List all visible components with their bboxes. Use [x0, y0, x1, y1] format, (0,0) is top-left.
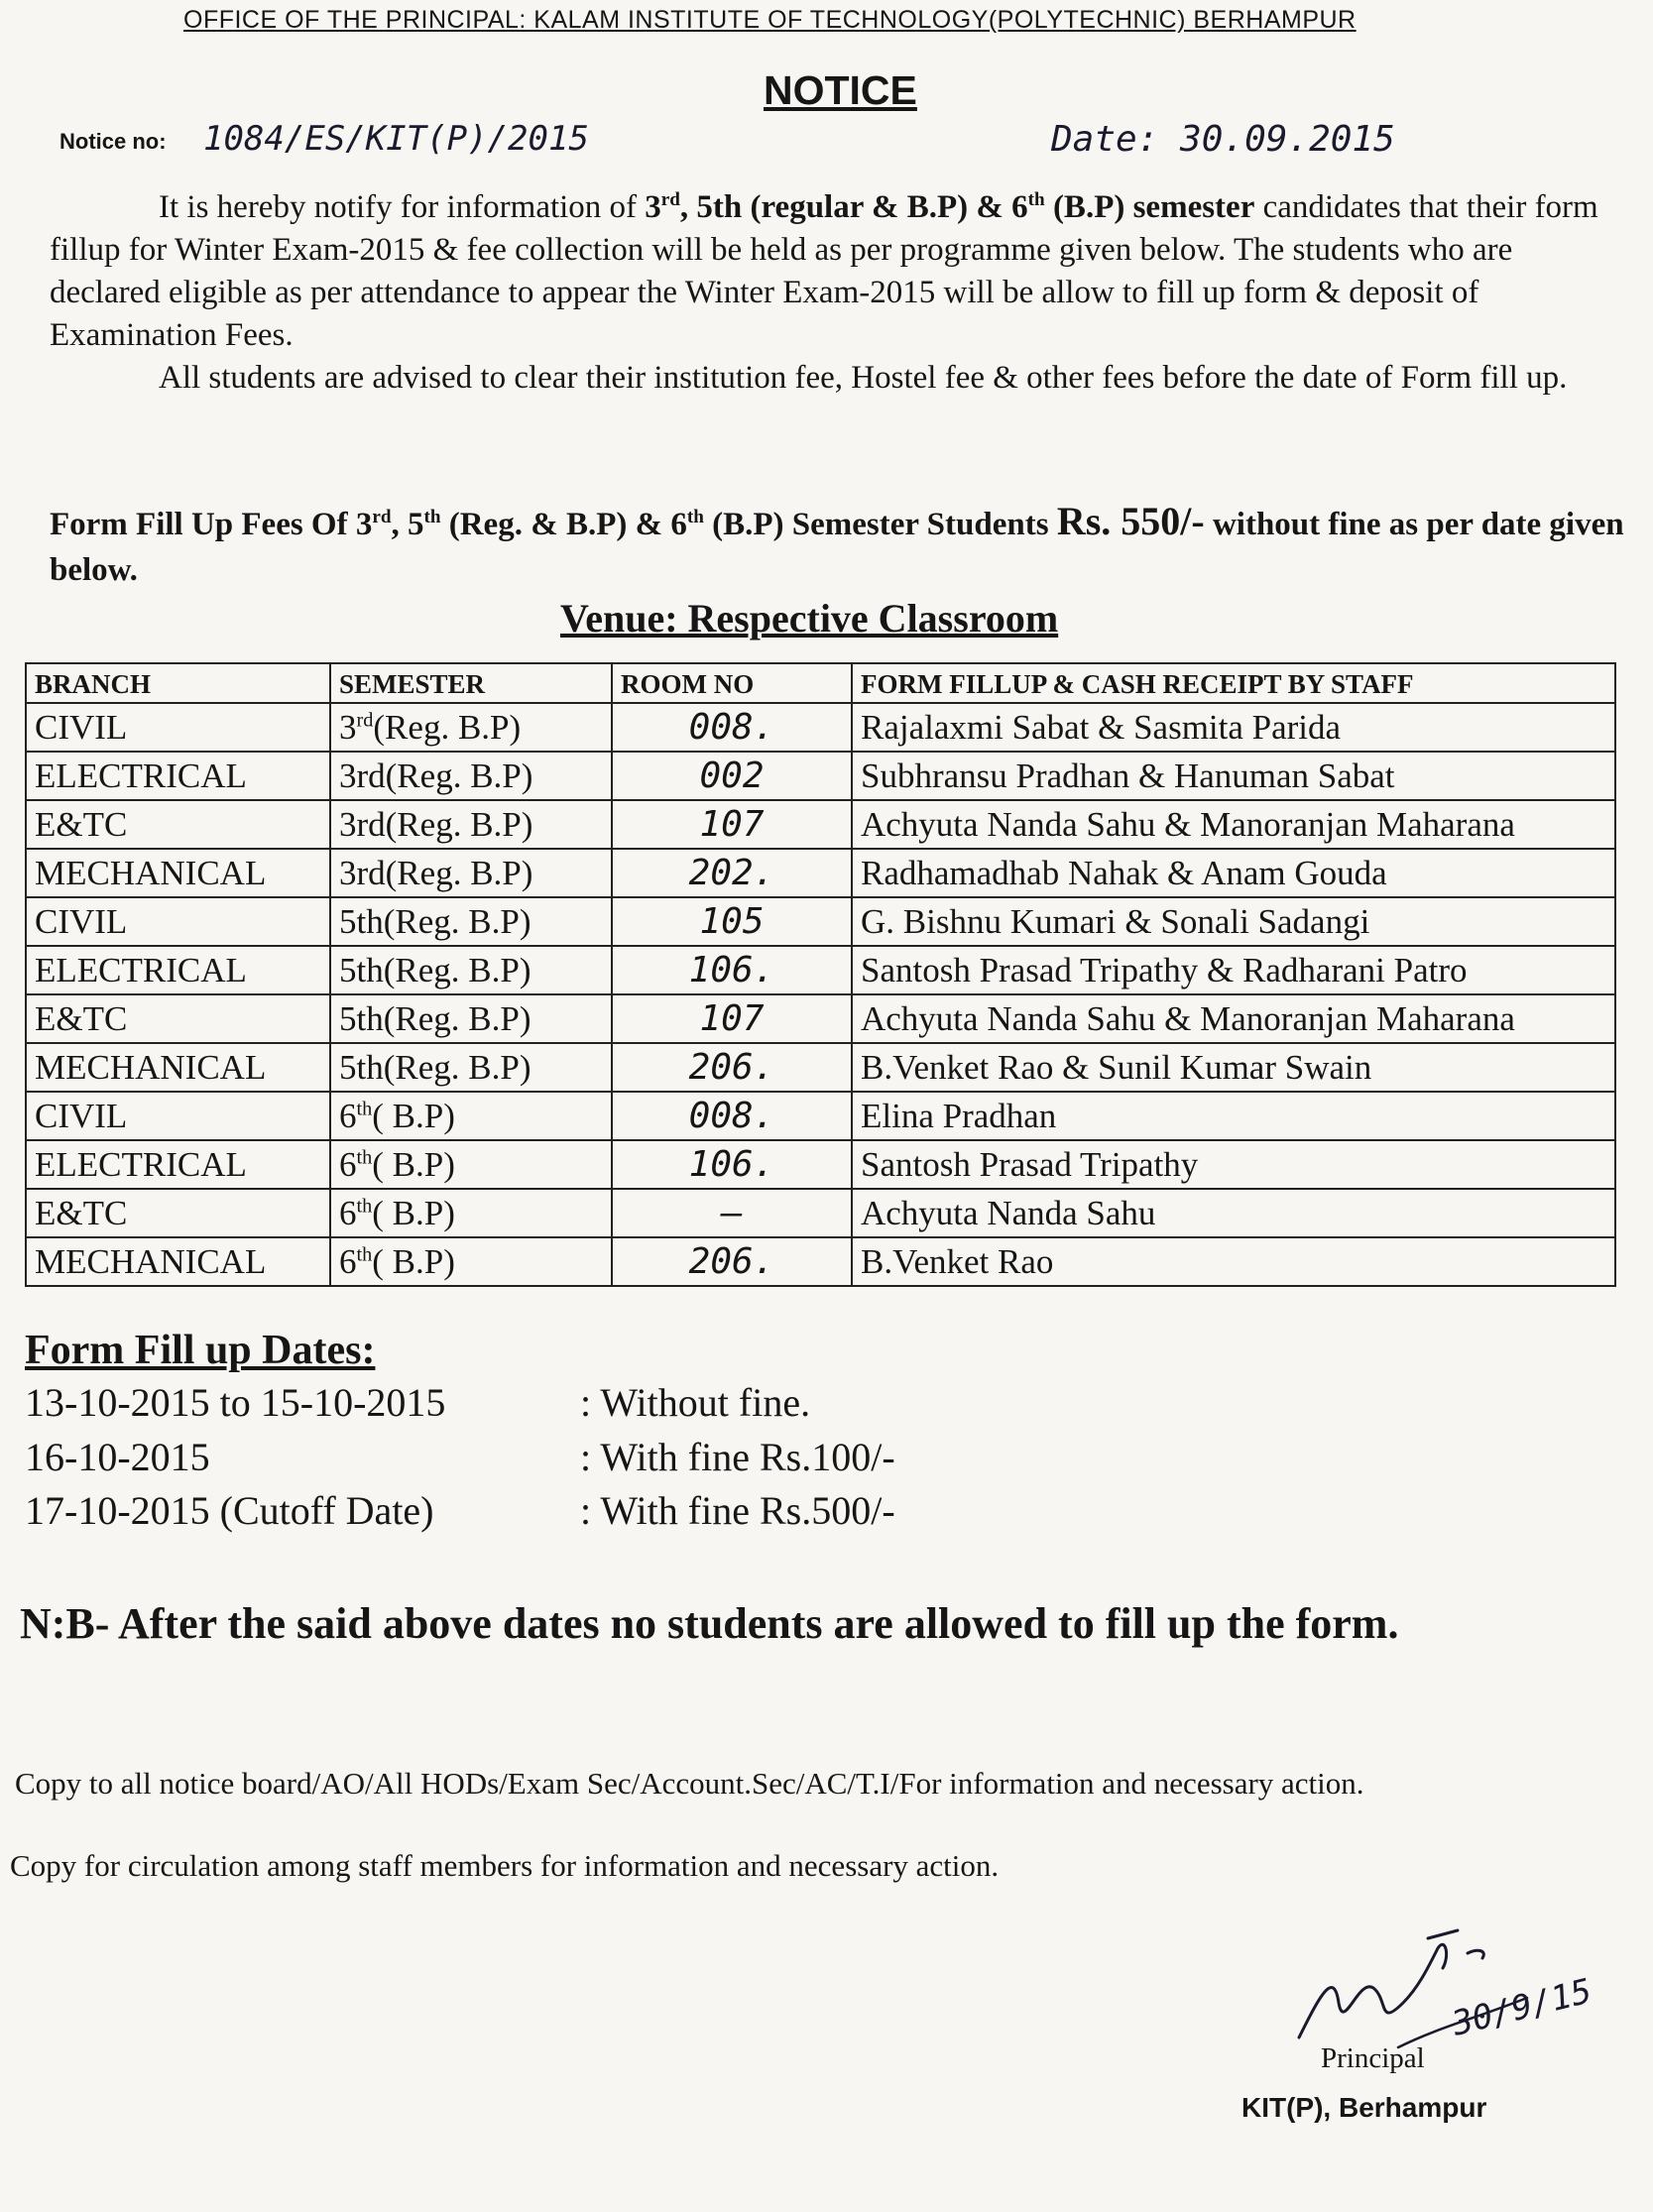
- staff-cell: Radhamadhab Nahak & Anam Gouda: [852, 849, 1615, 897]
- table-row: [26, 752, 1615, 800]
- semester-type: (Reg. B.P): [383, 998, 531, 1038]
- table-row: [26, 849, 1615, 897]
- staff-cell: B.Venket Rao & Sunil Kumar Swain: [852, 1043, 1615, 1092]
- branch-cell: ELECTRICAL: [26, 946, 330, 994]
- intro-text-c: (B.P) semester: [1044, 189, 1255, 225]
- semester-cell: [330, 1237, 612, 1286]
- semester-cell: [330, 1189, 612, 1237]
- room-cell: —: [612, 1189, 852, 1237]
- semester-number: 3: [339, 707, 357, 747]
- semester-number: 6: [339, 1241, 357, 1281]
- semester-cell: [330, 946, 612, 994]
- semester-type: ( B.P): [372, 1241, 455, 1281]
- semester-cell: [330, 703, 612, 752]
- notice-number-label: Notice no:: [59, 129, 167, 154]
- semester-cell: [330, 800, 612, 849]
- fees-sup-rd: rd: [372, 507, 392, 527]
- room-cell: 107: [612, 994, 852, 1043]
- notice-date: Date: 30.09.2015: [1051, 119, 1395, 160]
- semester-number: 5th: [339, 901, 384, 941]
- date-row: [25, 1379, 810, 1426]
- notice-number-value: 1084/ES/KIT(P)/2015: [203, 119, 589, 159]
- office-header: OFFICE OF THE PRINCIPAL: KALAM INSTITUTE OF TECHNOLOGY(POLYTECHNIC) BERHAMPUR: [183, 6, 1357, 34]
- room-cell: 106.: [612, 1140, 852, 1189]
- semester-number: 5th: [339, 950, 384, 990]
- principal-label: Principal: [1321, 2042, 1425, 2074]
- semester-cell: [330, 897, 612, 946]
- semester-type: ( B.P): [372, 1096, 455, 1135]
- column-header-staff: FORM FILLUP & CASH RECEIPT BY STAFF: [852, 663, 1615, 703]
- branch-cell: ELECTRICAL: [26, 1140, 330, 1189]
- date-note: : With fine Rs.100/-: [580, 1435, 895, 1479]
- room-cell: 206.: [612, 1237, 852, 1286]
- table-row: [26, 1237, 1615, 1286]
- semester-number: 5th: [339, 1047, 384, 1087]
- signature-date: 30/9/15: [1448, 1971, 1596, 2044]
- semester-number: 6: [339, 1144, 357, 1184]
- date-note: : With fine Rs.500/-: [580, 1488, 895, 1533]
- semester-type: (Reg. B.P): [383, 1047, 531, 1087]
- semester-type: (Reg. B.P): [383, 901, 531, 941]
- staff-cell: Rajalaxmi Sabat & Sasmita Parida: [852, 703, 1615, 752]
- branch-cell: MECHANICAL: [26, 1043, 330, 1092]
- date-note: : Without fine.: [580, 1380, 811, 1425]
- table-row: [26, 1189, 1615, 1237]
- table-row: [26, 1092, 1615, 1140]
- intro-text-a: It is hereby notify for information of: [159, 189, 646, 225]
- date-range: 13-10-2015 to 15-10-2015: [25, 1380, 446, 1425]
- column-header-semester: SEMESTER: [330, 663, 612, 703]
- copy-to-line: Copy to all notice board/AO/All HODs/Exam Sec/Account.Sec/AC/T.I/For information and necessary action.: [15, 1766, 1364, 1801]
- fees-text-a: Form Fill Up Fees Of 3: [50, 507, 373, 542]
- room-cell: 002: [612, 752, 852, 800]
- semester-number: 3rd: [339, 853, 386, 892]
- intro-sup-rd: rd: [660, 189, 680, 210]
- room-cell: 105: [612, 897, 852, 946]
- semester-cell: [330, 1140, 612, 1189]
- table-row: [26, 1043, 1615, 1092]
- fees-amount: Rs. 550/-: [1056, 499, 1205, 543]
- intro-sem-3: 3: [645, 189, 661, 225]
- dates-title: Form Fill up Dates:: [25, 1328, 376, 1373]
- fees-sup-th-1: th: [423, 507, 441, 527]
- semester-number: 3rd: [339, 756, 386, 795]
- room-cell: 202.: [612, 849, 852, 897]
- date-row: [25, 1487, 895, 1534]
- room-cell: 008.: [612, 1092, 852, 1140]
- semester-cell: [330, 994, 612, 1043]
- fees-text-e: without fine as per date given below.: [50, 507, 1624, 588]
- notice-title: NOTICE: [764, 67, 917, 113]
- intro-text-rest: candidates that their form fillup for Winter Exam-2015 & fee collection will be held as per programme given below. The students who are declared eligible as per attendance to appear the Winter Exam-2015 will be allow to fill up form & deposit of Examination Fees.: [50, 189, 1598, 353]
- advice-paragraph: [50, 357, 1616, 400]
- intro-sem-6: 6: [1011, 189, 1028, 225]
- staff-cell: Santosh Prasad Tripathy & Radharani Patro: [852, 946, 1615, 994]
- semester-cell: [330, 752, 612, 800]
- branch-cell: E&TC: [26, 1189, 330, 1237]
- branch-cell: CIVIL: [26, 1092, 330, 1140]
- table-row: [26, 994, 1615, 1043]
- branch-cell: MECHANICAL: [26, 1237, 330, 1286]
- branch-cell: E&TC: [26, 994, 330, 1043]
- table-row: [26, 946, 1615, 994]
- semester-type: ( B.P): [372, 1144, 455, 1184]
- semester-type: (Reg. B.P): [373, 707, 522, 747]
- column-header-branch: BRANCH: [26, 663, 330, 703]
- table-body: [26, 703, 1615, 1286]
- branch-cell: CIVIL: [26, 897, 330, 946]
- semester-suffix: th: [356, 1242, 373, 1265]
- table-row: [26, 800, 1615, 849]
- table-row: [26, 897, 1615, 946]
- intro-sup-th: th: [1027, 189, 1045, 210]
- semester-number: 5th: [339, 998, 384, 1038]
- branch-cell: MECHANICAL: [26, 849, 330, 897]
- staff-cell: Achyuta Nanda Sahu & Manoranjan Maharana: [852, 994, 1615, 1043]
- branch-cell: ELECTRICAL: [26, 752, 330, 800]
- staff-cell: Achyuta Nanda Sahu: [852, 1189, 1615, 1237]
- intro-paragraph: [50, 186, 1616, 357]
- semester-cell: [330, 1092, 612, 1140]
- semester-type: ( B.P): [372, 1193, 455, 1232]
- fees-text-b: , 5: [391, 507, 424, 542]
- column-header-room: ROOM NO: [612, 663, 852, 703]
- date-range: 16-10-2015: [25, 1435, 210, 1479]
- staff-cell: G. Bishnu Kumari & Sonali Sadangi: [852, 897, 1615, 946]
- semester-suffix: th: [356, 1145, 373, 1168]
- semester-cell: [330, 1043, 612, 1092]
- fees-statement: [50, 499, 1636, 593]
- table-row: [26, 703, 1615, 752]
- semester-suffix: rd: [356, 708, 374, 731]
- room-cell: 008.: [612, 703, 852, 752]
- table-header-row: [26, 663, 1615, 703]
- circulation-line: Copy for circulation among staff members for information and necessary action.: [10, 1848, 1000, 1883]
- venue-heading: Venue: Respective Classroom: [560, 596, 1059, 640]
- branch-cell: CIVIL: [26, 703, 330, 752]
- staff-cell: Achyuta Nanda Sahu & Manoranjan Maharana: [852, 800, 1615, 849]
- intro-text-b: , 5th (regular & B.P) &: [679, 189, 1012, 225]
- room-cell: 206.: [612, 1043, 852, 1092]
- room-cell: 106.: [612, 946, 852, 994]
- branch-cell: E&TC: [26, 800, 330, 849]
- table-row: [26, 1140, 1615, 1189]
- date-row: [25, 1434, 895, 1480]
- semester-number: 3rd: [339, 804, 386, 844]
- fees-text-d: (B.P) Semester Students: [703, 507, 1057, 542]
- semester-type: (Reg. B.P): [385, 853, 533, 892]
- fees-sup-th-2: th: [686, 507, 704, 527]
- staff-cell: Elina Pradhan: [852, 1092, 1615, 1140]
- staff-cell: Santosh Prasad Tripathy: [852, 1140, 1615, 1189]
- schedule-table: [25, 662, 1616, 1287]
- staff-cell: Subhransu Pradhan & Hanuman Sabat: [852, 752, 1615, 800]
- semester-suffix: th: [356, 1194, 373, 1217]
- semester-type: (Reg. B.P): [385, 756, 533, 795]
- semester-suffix: th: [356, 1097, 373, 1119]
- staff-cell: B.Venket Rao: [852, 1237, 1615, 1286]
- semester-type: (Reg. B.P): [383, 950, 531, 990]
- semester-cell: [330, 849, 612, 897]
- semester-number: 6: [339, 1193, 357, 1232]
- advice-text: All students are advised to clear their institution fee, Hostel fee & other fees before the date of Form fill up.: [159, 360, 1568, 396]
- date-range: 17-10-2015 (Cutoff Date): [25, 1488, 434, 1533]
- semester-number: 6: [339, 1096, 357, 1135]
- nb-warning: N:B- After the said above dates no students are allowed to fill up the form.: [20, 1599, 1399, 1648]
- institution-label: KIT(P), Berhampur: [1241, 2092, 1487, 2123]
- semester-type: (Reg. B.P): [385, 804, 533, 844]
- room-cell: 107: [612, 800, 852, 849]
- fees-text-c: (Reg. & B.P) & 6: [440, 507, 687, 542]
